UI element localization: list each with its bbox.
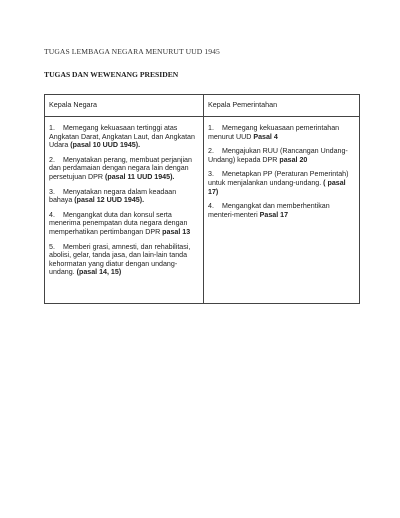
item-text: Menetapkan PP (Peraturan Pemerintah) untuk menjalankan undang-undang. (208, 170, 349, 187)
item-number: 5. (49, 242, 55, 251)
section-title: TUGAS DAN WEWENANG PRESIDEN (44, 70, 179, 79)
item-reference: Pasal 4 (253, 132, 278, 141)
document-title: TUGAS LEMBAGA NEGARA MENURUT UUD 1945 (44, 47, 220, 56)
item-reference: (pasal 12 UUD 1945). (74, 196, 145, 205)
item-reference: (pasal 11 UUD 1945). (105, 172, 175, 181)
duties-table (44, 94, 360, 304)
item-reference: pasal 13 (162, 227, 191, 236)
item-text: Mengangkat duta dan konsul serta menerima penempatan duta negara dengan memperhatikan pertimbangan DPR (49, 210, 188, 236)
item-reference: pasal 20 (279, 155, 308, 164)
item-text: Memegang kekuasaan tertinggi atas Angkatan Darat, Angkatan Laut, dan Angkatan Udara (49, 124, 195, 150)
list-item (49, 211, 198, 237)
item-text: Mengangkat dan memberhentikan menteri-menteri (208, 202, 330, 219)
item-number: 2. (49, 155, 55, 164)
list-item (208, 147, 354, 164)
item-text: Memberi grasi, amnesti, dan rehabilitasi, abolisi, gelar, tanda jasa, dan lain-lain tanda kehormatan yang diatur dengan undang-undang. (49, 242, 191, 277)
item-reference: ( pasal 17) (208, 178, 346, 196)
list-item (49, 243, 198, 277)
kepala-pemerintahan-column (204, 117, 360, 304)
item-number: 1. (49, 124, 55, 132)
item-reference: (pasal 10 UUD 1945). (70, 141, 141, 150)
item-reference: Pasal 17 (259, 210, 289, 219)
item-text: Menyatakan negara dalam keadaan bahaya (49, 187, 177, 205)
item-text: Menyatakan perang, membuat perjanjian dan perdamaian dengan negara lain dengan persetujuan DPR (49, 155, 192, 181)
list-item (208, 124, 354, 141)
item-number: 4. (208, 202, 214, 211)
table-header-row (45, 95, 360, 117)
item-number: 3. (49, 187, 55, 196)
item-text: Mengajukan RUU (Rancangan Undang-Undang) kepada DPR (208, 147, 348, 164)
list-item (208, 170, 354, 196)
list-item (49, 124, 198, 150)
list-item (49, 156, 198, 182)
item-number: 4. (49, 210, 55, 219)
item-text: Memegang kekuasaan pemerintahan menurut UUD (208, 124, 340, 141)
table-row (45, 117, 360, 304)
header-kepala-negara: Kepala Negara (45, 95, 204, 117)
item-number: 1. (208, 124, 214, 132)
item-number: 3. (208, 170, 214, 179)
item-reference: (pasal 14, 15) (76, 268, 122, 277)
item-number: 2. (208, 147, 214, 156)
header-kepala-pemerintahan: Kepala Pemerintahan (204, 95, 360, 117)
list-item (208, 202, 354, 219)
list-item (49, 188, 198, 205)
kepala-negara-column (45, 117, 204, 304)
